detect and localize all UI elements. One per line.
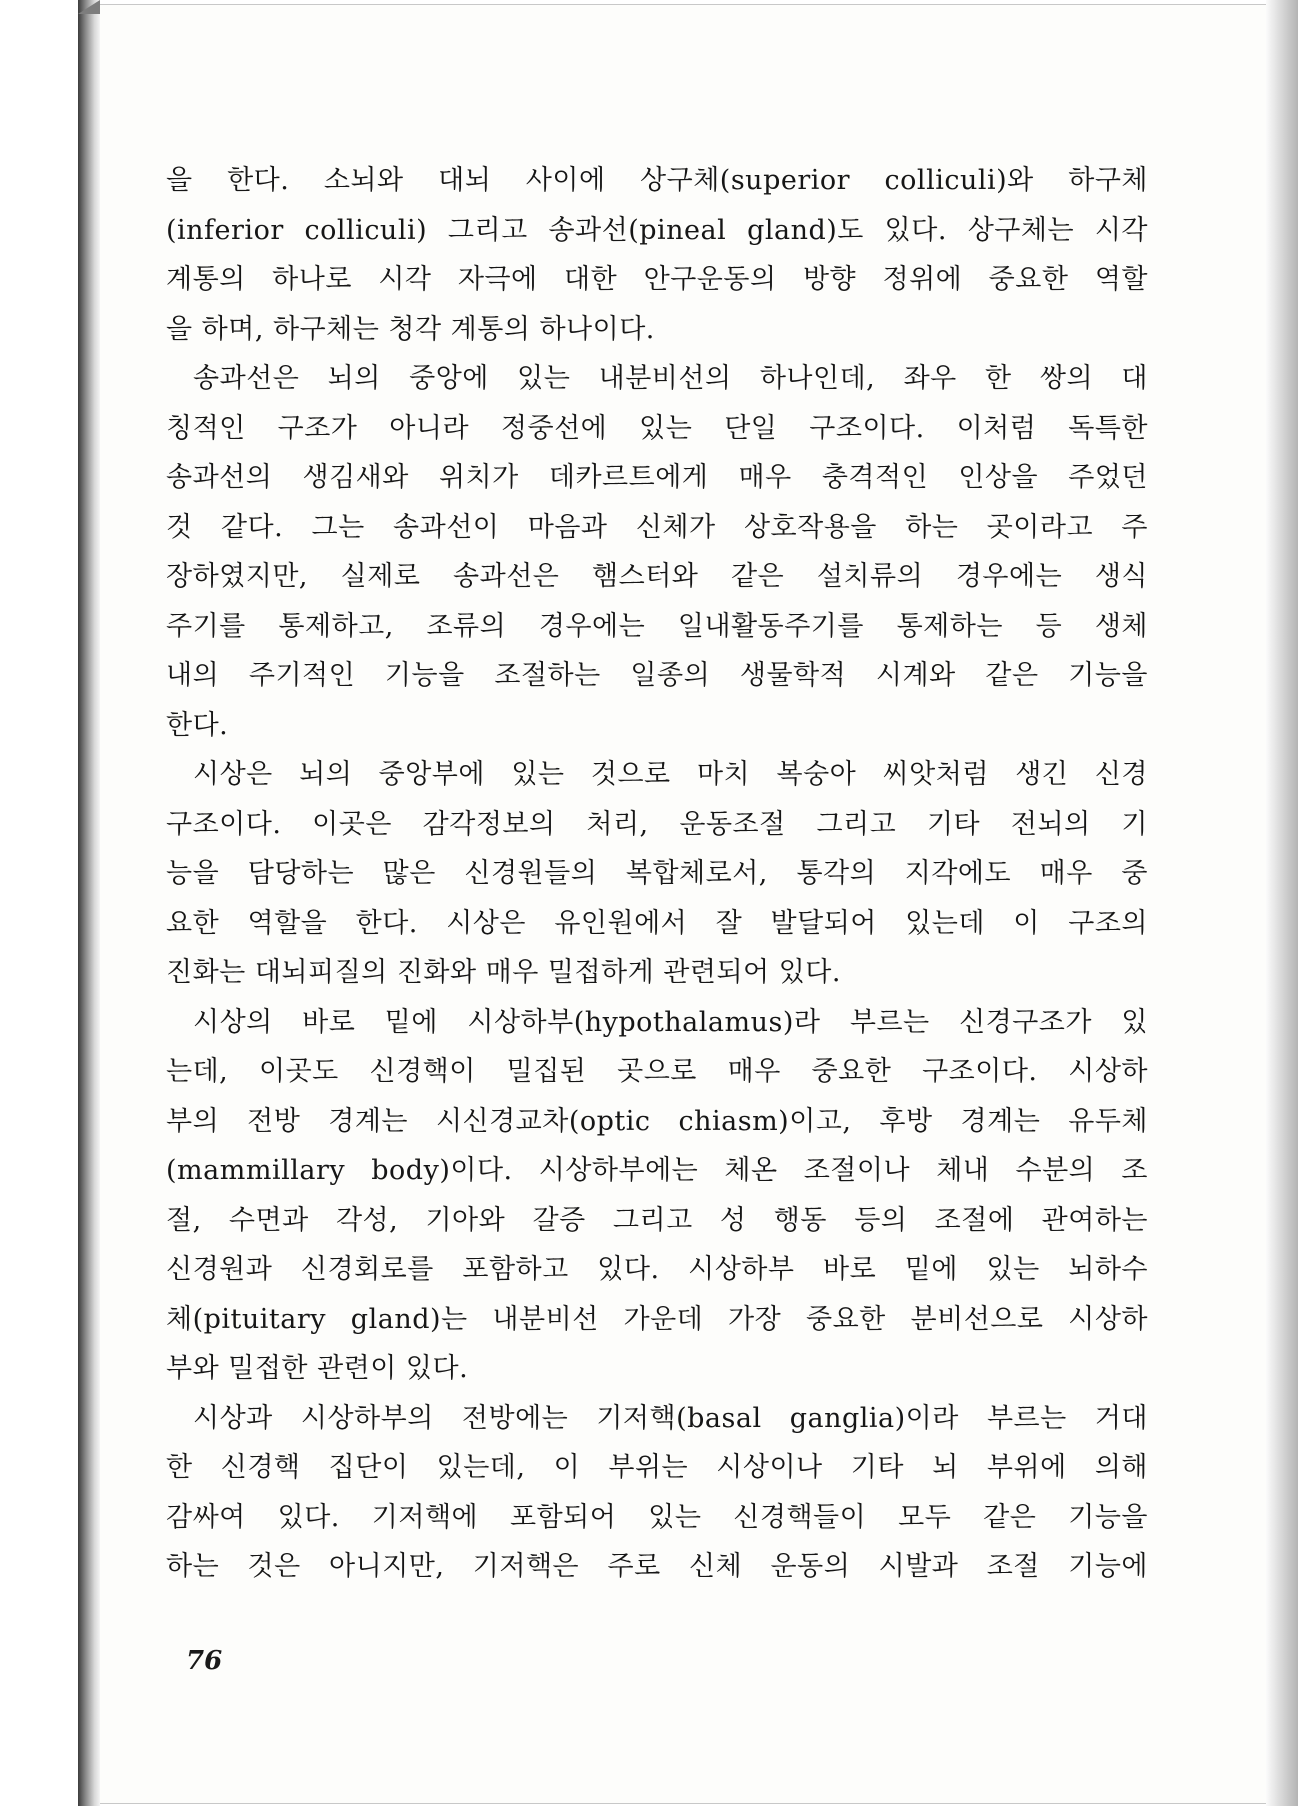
- text-line: 는데, 이곳도 신경핵이 밀집된 곳으로 매우 중요한 구조이다. 시상하: [166, 1056, 1148, 1087]
- text-line: 한 신경핵 집단이 있는데, 이 부위는 시상이나 기타 뇌 부위에 의해: [166, 1452, 1148, 1483]
- text-line: 내의 주기적인 기능을 조절하는 일종의 생물학적 시계와 같은 기능을: [166, 660, 1148, 691]
- text-line: 절, 수면과 각성, 기아와 갈증 그리고 성 행동 등의 조절에 관여하는: [166, 1204, 1148, 1236]
- text-line: 감싸여 있다. 기저핵에 포함되어 있는 신경핵들이 모두 같은 기능을: [166, 1501, 1148, 1533]
- page-edge-shadow: [1266, 0, 1298, 1806]
- text-line: 하는 것은 아니지만, 기저핵은 주로 신체 운동의 시발과 조절 기능에: [166, 1551, 1148, 1582]
- text-line: 한다.: [166, 709, 229, 741]
- text-line: 장하였지만, 실제로 송과선은 햄스터와 같은 설치류의 경우에는 생식: [166, 561, 1148, 592]
- text-line: 부의 전방 경계는 시신경교차(optic chiasm)이고, 후방 경계는 유두체: [166, 1105, 1148, 1137]
- text-line: (inferior colliculi) 그리고 송과선(pineal gland)도 있다. 상구체는 시각: [166, 214, 1148, 246]
- text-line: 칭적인 구조가 아니라 정중선에 있는 단일 구조이다. 이처럼 독특한: [166, 412, 1148, 444]
- paragraph-1: [166, 156, 1148, 354]
- text-line: 계통의 하나로 시각 자극에 대한 안구운동의 방향 정위에 중요한 역할: [166, 264, 1148, 295]
- text-line: 을 한다. 소뇌와 대뇌 사이에 상구체(superior colliculi)와 하구체: [166, 165, 1148, 196]
- book-spine-shadow: [78, 0, 100, 1806]
- text-line: 송과선의 생김새와 위치가 데카르트에게 매우 충격적인 인상을 주었던: [166, 462, 1148, 493]
- paragraph-4: [166, 998, 1148, 1394]
- text-line: 시상과 시상하부의 전방에는 기저핵(basal ganglia)이라 부르는 거대: [193, 1402, 1148, 1434]
- text-line: 시상의 바로 밑에 시상하부(hypothalamus)라 부르는 신경구조가 있: [193, 1006, 1148, 1038]
- text-line: (mammillary body)이다. 시상하부에는 체온 조절이나 체내 수분의 조: [166, 1155, 1148, 1186]
- text-line: 진화는 대뇌피질의 진화와 매우 밀접하게 관련되어 있다.: [166, 957, 841, 988]
- text-line: 부와 밀접한 관련이 있다.: [166, 1353, 469, 1384]
- page-number: 76: [186, 1646, 223, 1676]
- paragraph-5: [166, 1394, 1148, 1592]
- text-line: 신경원과 신경회로를 포함하고 있다. 시상하부 바로 밑에 있는 뇌하수: [166, 1254, 1148, 1285]
- text-line: 것 같다. 그는 송과선이 마음과 신체가 상호작용을 하는 곳이라고 주: [166, 511, 1148, 543]
- paragraph-2: [166, 354, 1148, 750]
- paragraph-3: [166, 750, 1148, 998]
- text-line: 을 하며, 하구체는 청각 계통의 하나이다.: [166, 313, 655, 345]
- body-text: [166, 156, 1148, 1592]
- text-line: 구조이다. 이곳은 감각정보의 처리, 운동조절 그리고 기타 전뇌의 기: [166, 808, 1148, 840]
- text-line: 요한 역할을 한다. 시상은 유인원에서 잘 발달되어 있는데 이 구조의: [166, 907, 1148, 939]
- text-line: 주기를 통제하고, 조류의 경우에는 일내활동주기를 통제하는 등 생체: [166, 610, 1148, 642]
- text-line: 시상은 뇌의 중앙부에 있는 것으로 마치 복숭아 씨앗처럼 생긴 신경: [193, 759, 1148, 790]
- text-line: 송과선은 뇌의 중앙에 있는 내분비선의 하나인데, 좌우 한 쌍의 대: [193, 363, 1148, 394]
- text-line: 체(pituitary gland)는 내분비선 가운데 가장 중요한 분비선으로 시상하: [166, 1303, 1148, 1335]
- text-line: 능을 담당하는 많은 신경원들의 복합체로서, 통각의 지각에도 매우 중: [166, 858, 1148, 889]
